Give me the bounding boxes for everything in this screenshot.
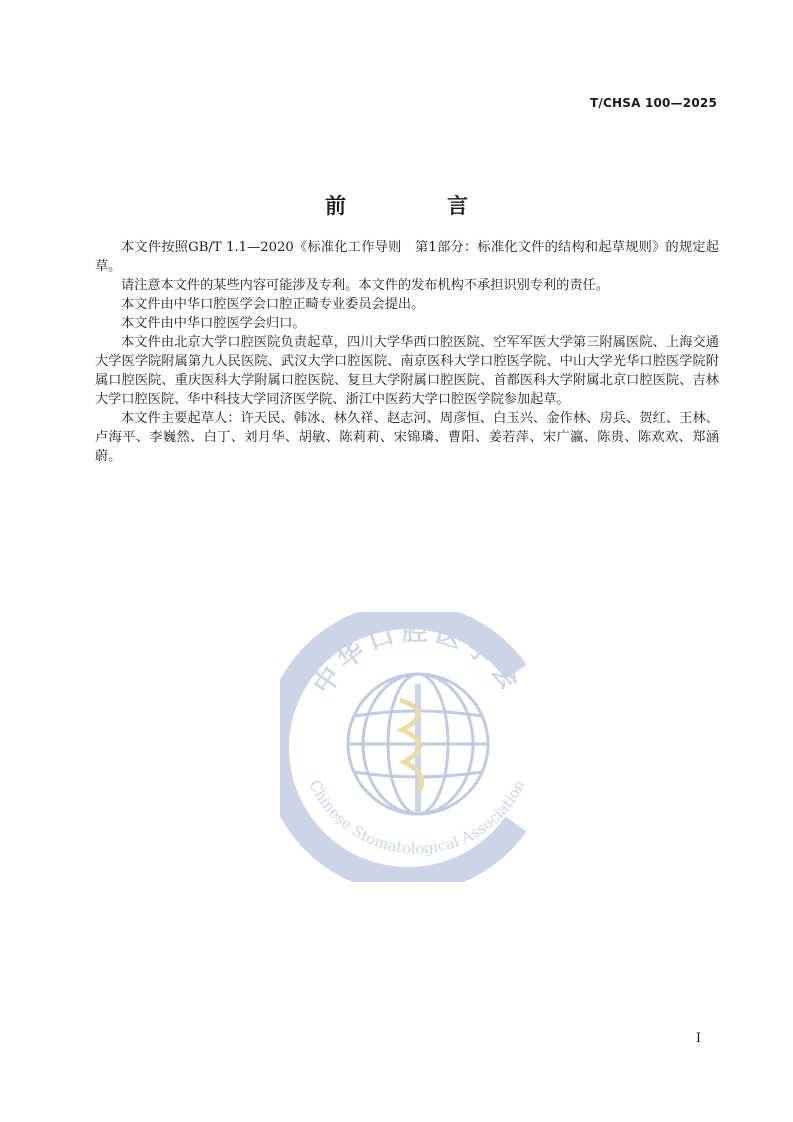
caduceus-icon <box>400 684 422 812</box>
logo-cn-text: 中华口腔医学会 <box>307 617 529 700</box>
association-logo-watermark <box>280 612 556 882</box>
paragraph-proposer: 本文件由中华口腔医学会口腔正畸专业委员会提出。 <box>121 297 425 312</box>
paragraph-patent-notice: 请注意本文件的某些内容可能涉及专利。本文件的发布机构不承担识别专利的责任。 <box>121 278 609 293</box>
paragraph-drafters: 本文件主要起草人：许天民、韩冰、林久祥、赵志河、周彦恒、白玉兴、金作林、房兵、贺红、王林、卢海平、李巍然、白丁、刘月华、胡敏、陈莉莉、宋锦璘、曹阳、姜若萍、宋广瀛、陈贵、陈欢欢、郑涵蔚。 <box>95 411 719 464</box>
paragraph-administrator: 本文件由中华口腔医学会归口。 <box>121 316 306 331</box>
page-title: 前 言 <box>325 194 508 218</box>
paragraph-drafting-rules: 本文件按照GB/T 1.1—2020《标准化工作导则 第1部分：标准化文件的结构和起草规则》的规定起草。 <box>95 240 719 274</box>
paragraph-drafting-units: 本文件由北京大学口腔医院负责起草，四川大学华西口腔医院、空军军医大学第三附属医院、上海交通大学医学院附属第九人民医院、武汉大学口腔医院、南京医科大学口腔医学院、中山大学光华口腔医学院附属口腔医院、重庆医科大学附属口腔医院、复旦大学附属口腔医院、首都医科大学附属北京口腔医院、吉林大学口腔医院、华中科技大学同济医学院、浙江中医药大学口腔医学院参加起草。 <box>95 335 719 407</box>
foreword-body <box>95 238 719 466</box>
page-number: I <box>695 1031 701 1046</box>
logo-en-text: Chinese Stomatological Association <box>305 777 529 858</box>
standard-number: T/CHSA 100—2025 <box>590 96 717 110</box>
